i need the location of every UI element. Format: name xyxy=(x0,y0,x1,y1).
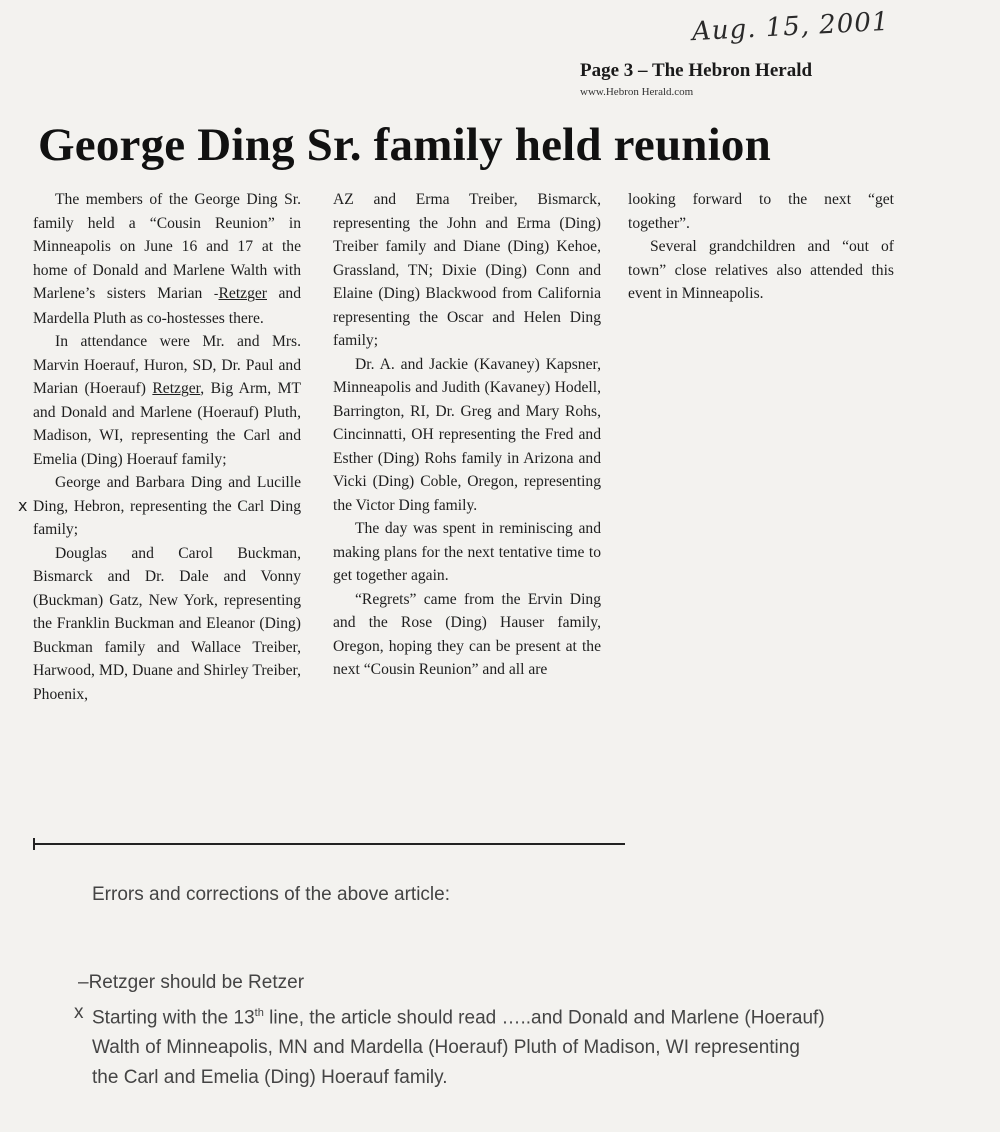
underlined-name: Retzger xyxy=(152,380,201,397)
correction-line xyxy=(74,998,972,1033)
correction-line: the Carl and Emelia (Ding) Hoerauf family. xyxy=(92,1067,448,1089)
article-paragraph xyxy=(33,542,301,707)
correction-text: Starting with the 13 xyxy=(92,1007,255,1029)
correction-text: line, the article should read …..and Donald and Marlene (Hoerauf) xyxy=(263,1007,825,1029)
article-column-1 xyxy=(33,188,301,706)
article-paragraph xyxy=(33,330,301,471)
corrections-heading: Errors and corrections of the above article: xyxy=(92,884,451,905)
article-column-3 xyxy=(628,188,894,306)
page-label: Page 3 – The Hebron Herald xyxy=(580,60,813,81)
handwritten-x-mark: x xyxy=(74,1002,84,1023)
article-paragraph xyxy=(33,471,301,542)
article-paragraph: looking forward to the next “get together”. xyxy=(628,191,894,232)
superscript: th xyxy=(254,1007,264,1019)
paragraph-text: and Mardella Pluth as co-hostesses there. xyxy=(33,285,301,327)
article-paragraph: The day was spent in reminiscing and making plans for the next tentative time to get together again. xyxy=(333,520,601,584)
correction-line: Walth of Minneapolis, MN and Mardella (Hoerauf) Pluth of Madison, WI representing xyxy=(92,1037,800,1059)
correction-line: –Retzger should be Retzer xyxy=(78,972,305,993)
article-paragraph: Several grandchildren and “out of town” close relatives also attended this event in Minneapolis. xyxy=(628,238,894,302)
article-paragraph: Dr. A. and Jackie (Kavaney) Kapsner, Minneapolis and Judith (Kavaney) Hodell, Barrington, RI, Dr. Greg and Mary Rohs, Cincinnatti, OH representing the Fred and Esther (Ding) Rohs family in Arizona and Vicki (Ding) Coble, Oregon, representing the Victor Ding family. xyxy=(333,355,601,514)
handwritten-dash-mark: - xyxy=(213,287,219,302)
article-end-rule xyxy=(33,843,625,845)
paragraph-text: Douglas and Carol Buckman, Bismarck and Dr. Dale and Vonny (Buckman) Gatz, New York, representing the Franklin Buckman and Eleanor (Ding) Buckman family and Wallace Treiber, Harwood, MD, Duane and Shirley Treiber, Phoenix, xyxy=(33,544,301,703)
paragraph-text: George and Barbara Ding and Lucille Ding, Hebron, representing the Carl Ding family; xyxy=(33,474,301,538)
article-paragraph xyxy=(33,188,301,330)
handwritten-date: Aug. 15, 2001 xyxy=(691,6,891,48)
article-headline: George Ding Sr. family held reunion xyxy=(38,119,771,171)
handwritten-x-mark: x xyxy=(18,496,28,515)
site-url: www.Hebron Herald.com xyxy=(580,86,694,98)
article-column-2 xyxy=(333,188,601,682)
corrections-note xyxy=(74,880,972,1093)
article-paragraph: “Regrets” came from the Ervin Ding and the Rose (Ding) Hauser family, Oregon, hoping they can be present at the next “Cousin Reunion” and all are xyxy=(333,590,601,678)
paragraph-text: In attendance were Mr. and Mrs. Marvin Hoerauf, Huron, SD, Dr. Paul and Marian (Hoerauf) xyxy=(33,333,301,397)
paragraph-text: , Big Arm, MT and Donald and Marlene xyxy=(33,380,301,421)
paragraph-text: The members of the George Ding Sr. family held a “Cousin Reunion” in Minneapolis on June 16 and 17 at the home of Donald and Marlene Walth with Marlene’s sisters Marian xyxy=(33,191,301,302)
article-paragraph: AZ and Erma Treiber, Bismarck, representing the John and Erma (Ding) Treiber family and Diane (Ding) Kehoe, Grassland, TN; Dixie (Ding) Conn and Elaine (Ding) Blackwood from California representing the Oscar and Helen Ding family; xyxy=(333,191,601,349)
underlined-name: Retzger xyxy=(218,285,267,302)
paragraph-text: (Hoerauf) Pluth, Madison, WI, representing the Carl and Emelia (Ding) Hoerauf family; xyxy=(33,403,301,468)
